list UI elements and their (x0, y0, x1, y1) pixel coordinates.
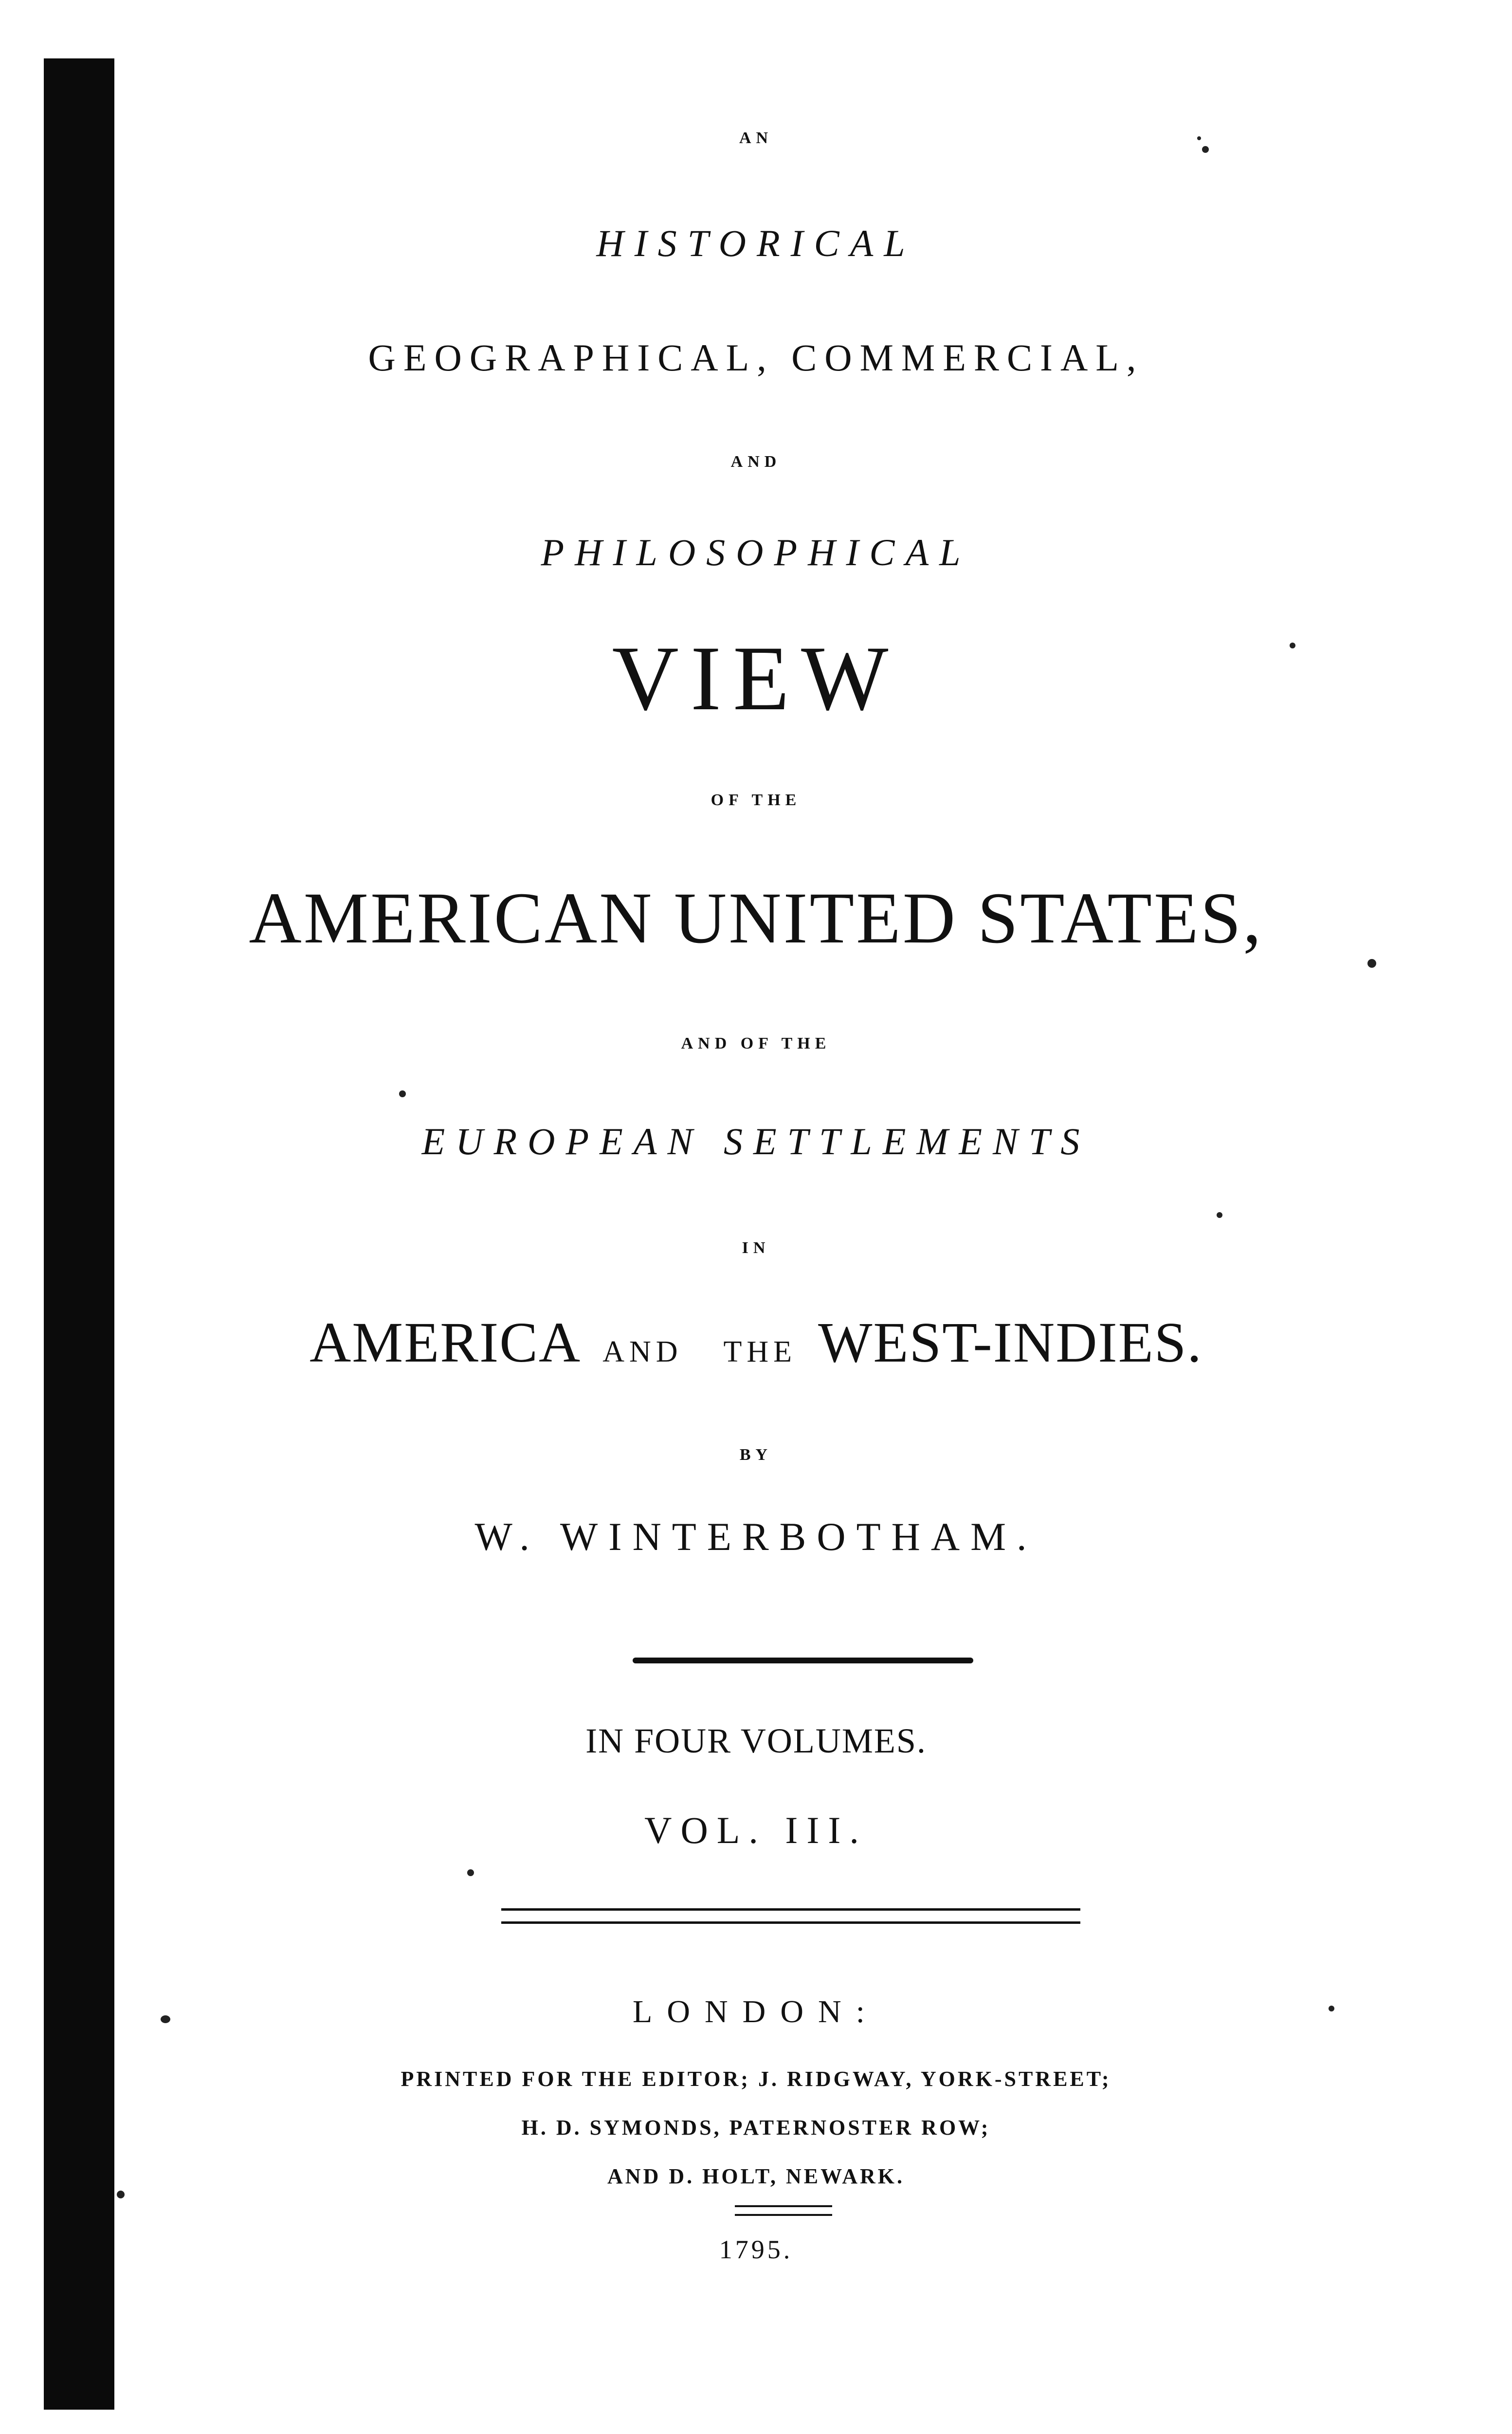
word-the: THE (723, 1335, 797, 1368)
small-double-rule (735, 2205, 832, 2216)
line-philosophical: PHILOSOPHICAL (541, 531, 971, 573)
scan-speck (117, 2191, 125, 2198)
line-london: LONDON: (633, 1994, 879, 2029)
scan-speck (1217, 1212, 1222, 1218)
scan-speck (399, 1090, 406, 1097)
line-historical: HISTORICAL (596, 222, 916, 264)
line-of-the: OF THE (710, 791, 802, 809)
line-volume-number: VOL. III. (644, 1809, 868, 1851)
thick-rule (633, 1658, 973, 1663)
binding-shadow (44, 58, 114, 2410)
publication-year: 1795. (719, 2235, 793, 2264)
line-and: AND (730, 453, 782, 471)
imprint-line-3: AND D. HOLT, NEWARK. (607, 2164, 905, 2188)
line-and-of-the: AND OF THE (681, 1034, 831, 1052)
line-in-four-volumes: IN FOUR VOLUMES. (585, 1721, 927, 1760)
word-america: AMERICA (310, 1310, 582, 1374)
double-rule (501, 1908, 1080, 1924)
line-by: BY (739, 1446, 773, 1464)
scan-speck (1367, 959, 1376, 968)
line-in: IN (742, 1239, 770, 1257)
line-america-west-indies (0, 1309, 1512, 1376)
line-european-settlements: EUROPEAN SETTLEMENTS (421, 1120, 1091, 1162)
line-american-united-states: AMERICAN UNITED STATES, (249, 878, 1263, 959)
word-and: AND (602, 1335, 683, 1368)
line-an: AN (739, 129, 773, 147)
line-geographical-commercial: GEOGRAPHICAL, COMMERCIAL, (368, 336, 1144, 379)
word-west-indies: WEST-INDIES. (818, 1310, 1202, 1374)
scan-speck (467, 1869, 474, 1876)
imprint-line-2: H. D. SYMONDS, PATERNOSTER ROW; (521, 2116, 991, 2139)
imprint-line-1: PRINTED FOR THE EDITOR; J. RIDGWAY, YORK-STREET; (401, 2067, 1111, 2091)
author-name: W. WINTERBOTHAM. (474, 1514, 1038, 1559)
line-view: VIEW (612, 627, 900, 730)
